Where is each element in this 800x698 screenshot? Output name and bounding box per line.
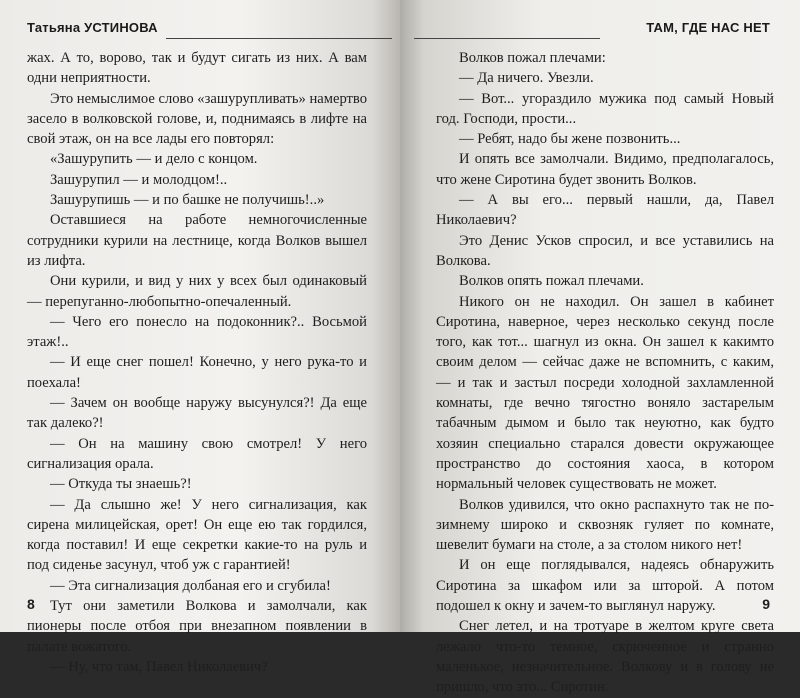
running-head-author: Татьяна УСТИНОВА [27,20,158,35]
header-rule [414,38,600,39]
paragraph: Волков удивился, что окно распахнуто так не по-зимнему широко и сквозняк гуляет по комнате, шевелит бумаги на столе, а за столом никого нет! [436,496,774,554]
paragraph: Это немыслимое слово «зашурупливать» намертво засело в волковской голове, и, поднимаясь в лифте на свой этаж, он на все лады его повторял: [27,90,368,148]
page-number: 9 [762,596,770,612]
paragraph: Волков опять пожал плечами. [459,273,644,290]
paragraph: — Зачем он вообще наружу высунулся?! Да еще так далеко?! [27,395,367,432]
paragraph: — Ну, что там, Павел Николаевич? [50,658,268,675]
paragraph: И опять все замолчали. Видимо, предполагалось, что жене Сиротина будет звонить Волков. [436,151,774,188]
paragraph: Они курили, и вид у них у всех был одинаковый — перепуганно-любопытно-опечаленный. [27,273,367,310]
paragraph: Оставшиеся на работе немногочисленные сотрудники курили на лестнице, когда Волков вышел из лифта. [27,212,367,269]
paragraph: — Откуда ты знаешь?! [50,476,192,493]
paragraph: — И еще снег пошел! Конечно, у него рука-то и поехала! [27,354,367,391]
paragraph: — А вы его... первый нашли, да, Павел Николаевич? [436,192,774,229]
running-head-title: ТАМ, ГДЕ НАС НЕТ [646,20,770,35]
paragraph: Это Денис Усков спросил, и все уставились на Волкова. [436,232,774,269]
paragraph: — Он на машину свою смотрел! У него сигнализация орала. [27,435,367,472]
left-page-text [27,48,367,677]
paragraph: — Да ничего. Увезли. [459,70,594,87]
paragraph: — Ребят, надо бы жене позвонить... [459,131,681,148]
paragraph: — Вот... угораздило мужика под самый Новый год. Господи, прости... [436,90,774,127]
right-page [400,0,800,696]
header-rule [166,38,392,39]
paragraph: — Эта сигнализация долбаная его и сгубила! [50,577,331,594]
left-page [0,0,400,675]
paragraph: «Зашурупить — и дело с концом. [50,151,258,168]
paragraph: Зашурупил — и молодцом!.. [50,171,228,188]
paragraph: Тут они заметили Волкова и замолчали, как пионеры после отбоя при внезапном появлении в палате вожатого. [27,598,367,655]
paragraph: Снег летел, и на тротуаре в желтом круге света лежало что-то темное, скрюченное и странно маленькое, незначительное. Волкову и в голову не пришло, что это... Сиротин. [436,618,774,696]
paragraph: Никого он не находил. Он зашел в кабинет Сиротина, наверное, через несколько секунд после того, как тот... шагнул из окна. Он зашел к какимто своим делом — сейчас даже не вспомнить, с каким, — и так и застыл посреди холодной захламленной комнаты, где вечно тягостно воняло застарелым табачным дымом и было так неуютно, как будто хозяин специально старался довести окружающее пространство до состояния хаоса, в котором нормальный человек существовать не может. [436,293,774,493]
paragraph: — Чего его понесло на подоконник?.. Восьмой этаж!.. [27,313,367,351]
paragraph: жах. А то, ворово, так и будут сигать из них. А вам одни неприятности. [27,50,367,87]
right-page-text [436,48,774,698]
paragraph: Волков пожал плечами: [459,50,606,66]
paragraph: И он еще поглядывался, надеясь обнаружить Сиротина за шкафом или за шторой. А потом подошел к окну и зачем-то выглянул наружу. [436,557,774,615]
page-number: 8 [27,596,35,612]
paragraph: Зашурупишь — и по башке не получишь!..» [50,192,325,209]
paragraph: — Да слышно же! У него сигнализация, как сирена милицейская, орет! Он еще ею так гордился, когда поставил! И еще секретки какие-то на руль и под сиденье засунул, чтоб уж с гарантией! [27,496,367,574]
